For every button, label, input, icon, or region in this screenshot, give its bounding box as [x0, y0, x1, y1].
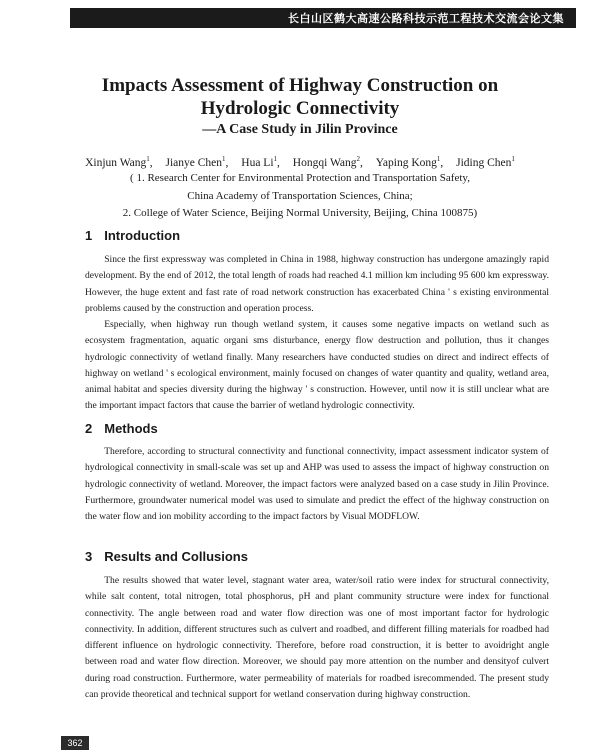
body-paragraph: Therefore, according to structural connectivity and functional connectivity, impact assessment indicator system of hydrological connectivity in small-scale was set up and AHP was used to assess the impact of highway construction on hydrologic connectivity of wetland. Moreover, the impact factors were analyzed based on a case study in Jilin Province. Furthermore, groundwater numerical model was used to simulate and predict the effect of the highway construction on the water flow and ion mobility according to the impact factors by Visual MODFLOW.: [85, 446, 549, 523]
section-title: Introduction: [104, 228, 181, 243]
affiliation-line: 2. College of Water Science, Beijing Normal University, Beijing, China 100875): [122, 207, 478, 219]
section-title: Methods: [104, 421, 158, 436]
section-heading-methods: [85, 421, 158, 436]
running-header-text: 长白山区鹤大高速公路科技示范工程技术交流会论文集: [288, 12, 564, 25]
author: Hongqi Wang$^2$,: [292, 155, 363, 169]
page-number: 362: [61, 736, 89, 750]
paper-title-line2: Hydrologic Connectivity: [200, 98, 400, 119]
author: Xinjun Wang$^1$,: [85, 155, 153, 169]
running-header: [70, 8, 576, 28]
affiliation-line: China Academy of Transportation Sciences, China;: [187, 190, 413, 202]
section-heading-introduction: [85, 228, 180, 243]
body-paragraph: The results showed that water level, stagnant water area, water/soil ratio were index for structural connectivity, while salt content, total nitrogen, total phosphorus, pH and plant community structure were index for functional connectivity. The angle between road and water flow direction was one of most important factor for hydrologic connectivity. In addition, different structures such as culvert and roadbed, and different filling materials for roadbed had different influence on hydrologic connectivity. Therefore, before road construction, it is better to avoidright angle between road and water flow direction. Moreover, we should pay more attention on the number and densityof culvert during road construction. Furthermore, water permeability of materials for roadbed isrecommended. The present study can provide theoretical and technical support for wetland conservation during highway construction.: [85, 575, 549, 701]
paper-subtitle: —A Case Study in Jilin Province: [202, 122, 398, 137]
section-number: 1: [85, 228, 93, 243]
affiliation-line: ( 1. Research Center for Environmental Protection and Transportation Safety,: [130, 172, 470, 184]
section-heading-results: [85, 549, 248, 564]
body-paragraph: Since the first expressway was completed in China in 1988, highway construction has undergone amazingly rapid development. By the end of 2012, the total length of roads had reached 4.1 million km including 95 600 km expressway. However, the huge extent and fast rate of road network construction has exacerbated China ' s existing environmental problems caused by the construction and operation process.: [85, 254, 549, 314]
author: Jianye Chen$^1$,: [165, 155, 229, 169]
section-number: 2: [85, 421, 93, 436]
section-title: Results and Collusions: [104, 549, 248, 564]
author: Jiding Chen$^1$: [456, 155, 515, 169]
author: Yaping Kong$^1$,: [375, 155, 444, 169]
author-list: [0, 152, 600, 170]
section-number: 3: [85, 549, 93, 564]
paper-title-line1: Impacts Assessment of Highway Construction on: [101, 75, 499, 96]
body-paragraph: Especially, when highway run though wetland system, it causes some negative impacts on wetland such as ecosystem fragmentation, aquatic organi sms disturbance, energy flow destruction and pollution, thus it changes hydrologic connectivity of wetland finally. Many researchers have conducted studies on direct and indirect effects of highway on wetland ' s ecological environment, mainly focused on changes of water quantity and quality, wetland area, animal habitat and species diversity during the highway ' s construction. However, until now it is still unclear what are the important impact factors that cause the barrier of wetland hydrologic connectivity.: [85, 319, 549, 412]
author: Hua Li$^1$,: [241, 155, 280, 169]
